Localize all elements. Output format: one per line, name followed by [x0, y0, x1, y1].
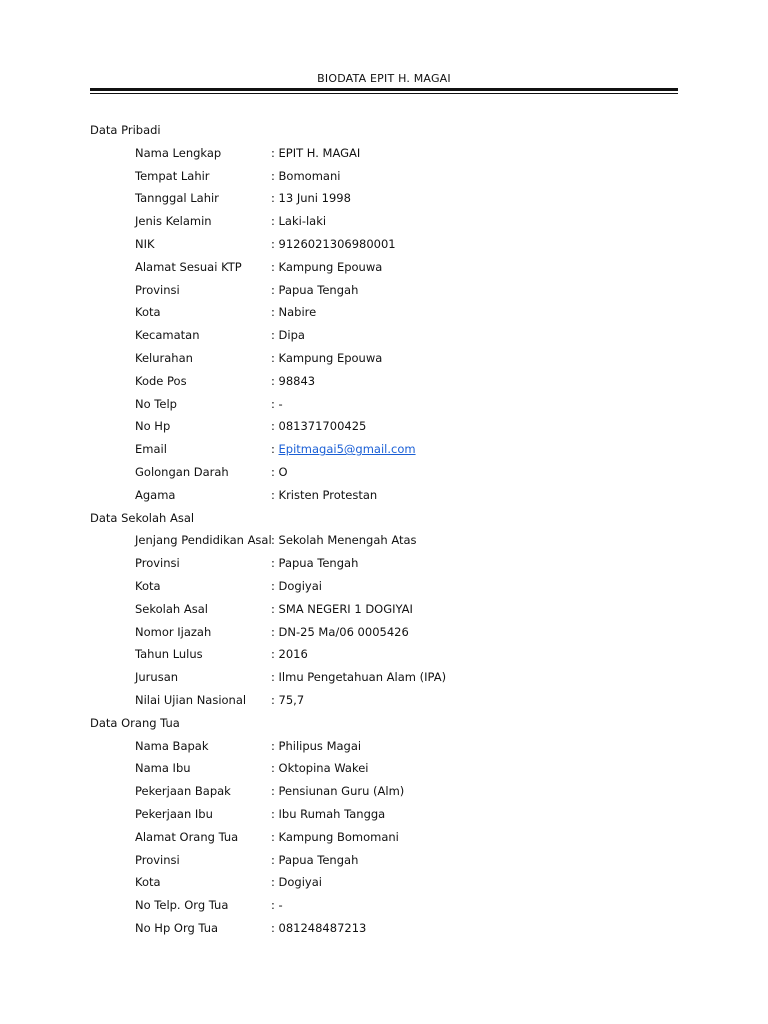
field-row: [90, 256, 690, 279]
section-heading-sekolah: Data Sekolah Asal: [90, 510, 195, 525]
field-value: : 9126021306980001: [271, 236, 396, 251]
field-label: Kelurahan: [135, 350, 193, 365]
field-value: : 2016: [271, 647, 308, 662]
field-value: : DN-25 Ma/06 0005426: [271, 624, 409, 639]
field-value: : Dogiyai: [271, 578, 322, 593]
field-label: Jurusan: [135, 670, 179, 685]
field-row: [90, 757, 690, 780]
field-row: [90, 666, 690, 689]
value-prefix: :: [271, 442, 279, 457]
field-label: Provinsi: [135, 282, 180, 297]
field-label: Kecamatan: [135, 328, 200, 343]
field-value: : Oktopina Wakei: [271, 761, 369, 776]
field-value: : 13 Juni 1998: [271, 191, 351, 206]
field-value: : Papua Tengah: [271, 556, 359, 571]
field-row: [90, 324, 690, 347]
field-label: Pekerjaan Ibu: [135, 806, 213, 821]
field-label: Tempat Lahir: [135, 168, 210, 183]
field-value: : Philipus Magai: [271, 738, 362, 753]
field-row: [90, 803, 690, 826]
field-value: : Papua Tengah: [271, 282, 359, 297]
field-label: Kota: [135, 305, 161, 320]
field-label: Nama Ibu: [135, 761, 191, 776]
field-value: : Laki-laki: [271, 214, 327, 229]
field-row: [90, 142, 690, 165]
field-row: [90, 552, 690, 575]
section-heading-orangtua: Data Orang Tua: [90, 715, 180, 730]
field-row: [90, 735, 690, 758]
field-label: Nama Bapak: [135, 738, 209, 753]
field-row: [90, 621, 690, 644]
field-row-email: [90, 438, 690, 461]
field-row: [90, 347, 690, 370]
field-row: [90, 370, 690, 393]
field-label: Provinsi: [135, 852, 180, 867]
email-link[interactable]: Epitmagai5@gmail.com: [278, 442, 416, 457]
field-row: [90, 643, 690, 666]
field-value: : Kampung Epouwa: [271, 350, 383, 365]
field-row: [90, 529, 690, 552]
field-row: [90, 689, 690, 712]
field-label: Nilai Ujian Nasional: [135, 692, 247, 707]
field-row: [90, 415, 690, 438]
field-label: Sekolah Asal: [135, 601, 208, 616]
field-label: No Hp: [135, 419, 171, 434]
field-value: : Dogiyai: [271, 875, 322, 890]
field-row: [90, 780, 690, 803]
field-value: : 081371700425: [271, 419, 367, 434]
field-label: NIK: [135, 236, 155, 251]
field-row: [90, 894, 690, 917]
field-row: [90, 301, 690, 324]
field-label: Tannggal Lahir: [135, 191, 219, 206]
field-value: : Papua Tengah: [271, 852, 359, 867]
field-value: : Kampung Bomomani: [271, 829, 399, 844]
field-value: : EPIT H. MAGAI: [271, 145, 361, 160]
field-row: [90, 826, 690, 849]
field-label: No Telp: [135, 396, 177, 411]
field-row: [90, 598, 690, 621]
field-row: [90, 461, 690, 484]
field-value: [271, 438, 416, 461]
field-value: : Bomomani: [271, 168, 341, 183]
title-rule-thick: [90, 88, 678, 91]
field-label: Alamat Orang Tua: [135, 829, 239, 844]
field-label: Pekerjaan Bapak: [135, 784, 231, 799]
field-value: : 75,7: [271, 692, 305, 707]
field-value: : 081248487213: [271, 920, 367, 935]
field-value: : Nabire: [271, 305, 317, 320]
field-label: Tahun Lulus: [135, 647, 203, 662]
field-value: : Kampung Epouwa: [271, 259, 383, 274]
field-label: Kota: [135, 578, 161, 593]
field-label: Kode Pos: [135, 373, 187, 388]
field-value: : -: [271, 396, 283, 411]
title-rule-thin: [90, 93, 678, 94]
field-value: : -: [271, 898, 283, 913]
field-row: [90, 849, 690, 872]
field-row: [90, 917, 690, 940]
field-row: [90, 484, 690, 507]
field-value: : Sekolah Menengah Atas: [271, 533, 417, 548]
field-row: [90, 210, 690, 233]
field-value: : SMA NEGERI 1 DOGIYAI: [271, 601, 413, 616]
field-label: No Hp Org Tua: [135, 920, 219, 935]
field-value: : O: [271, 464, 288, 479]
section-heading-pribadi: Data Pribadi: [90, 123, 161, 137]
document-title: BIODATA EPIT H. MAGAI: [317, 72, 451, 85]
field-value: : Pensiunan Guru (Alm): [271, 784, 405, 799]
field-label: Provinsi: [135, 556, 180, 571]
field-label: Email: [135, 442, 167, 457]
field-label: Golongan Darah: [135, 464, 229, 479]
field-value: : 98843: [271, 373, 316, 388]
field-value: : Ibu Rumah Tangga: [271, 806, 386, 821]
field-row: [90, 871, 690, 894]
field-row: [90, 187, 690, 210]
field-label: Agama: [135, 487, 176, 502]
field-value: : Ilmu Pengetahuan Alam (IPA): [271, 670, 447, 685]
field-row: [90, 165, 690, 188]
document-body: [90, 119, 690, 940]
field-label: Nama Lengkap: [135, 145, 222, 160]
field-row: [90, 575, 690, 598]
field-label: Jenis Kelamin: [135, 214, 212, 229]
field-row: [90, 393, 690, 416]
field-row: [90, 233, 690, 256]
field-label: Nomor Ijazah: [135, 624, 212, 639]
field-label: Alamat Sesuai KTP: [135, 259, 242, 274]
field-label: Jenjang Pendidikan Asal: [135, 533, 272, 548]
field-row: [90, 279, 690, 302]
field-value: : Dipa: [271, 328, 305, 343]
field-label: Kota: [135, 875, 161, 890]
field-label: No Telp. Org Tua: [135, 898, 229, 913]
field-value: : Kristen Protestan: [271, 487, 378, 502]
